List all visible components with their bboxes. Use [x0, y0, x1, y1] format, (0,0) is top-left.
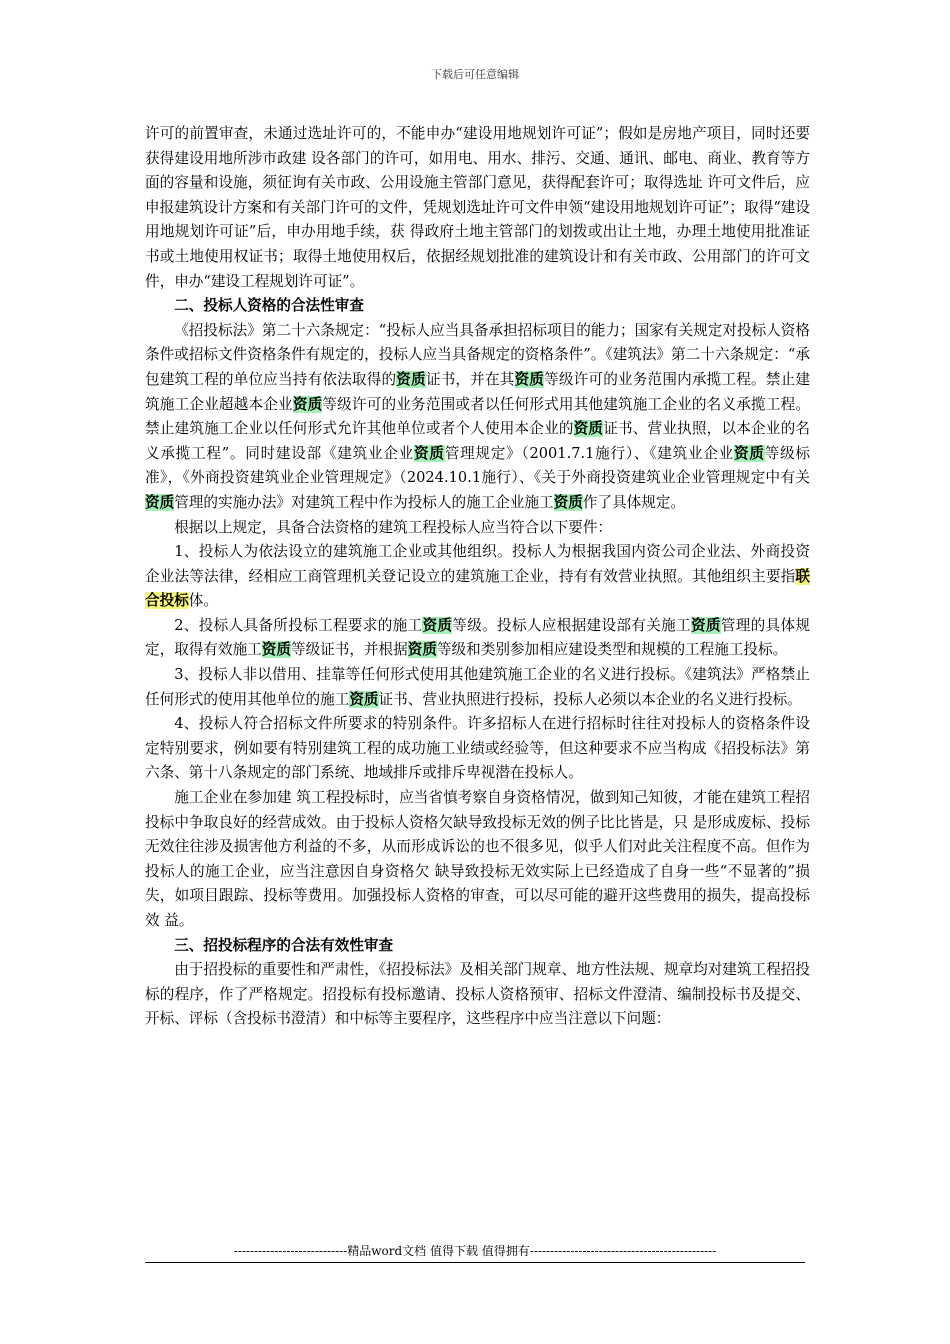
text-run: 证书，并在其 [425, 370, 515, 388]
highlighted-keyword: 资质 [292, 395, 323, 413]
highlighted-keyword: 资质 [407, 641, 437, 659]
page-header-note: 下载后可任意编辑 [431, 68, 519, 81]
text-run: 管理的具体规定，取得有效施工 [145, 616, 810, 659]
page-footer-note: ----------------------------精品word文档 值得下载 值得拥有---------------------------------------------- [233, 1244, 717, 1258]
paragraph: 由于招投标的重要性和严肃性，《招投标法》及相关部门规章、地方性法规、规章均对建筑工程招投标的程序，作了严格规定。招投标有投标邀请、投标人资格预审、招标文件澄清、编制投标书及提交、开标、评标（含投标书澄清）和中标等主要程序，这些程序中应当注意以下问题： [145, 961, 810, 1028]
text-run: 证书、营业执照，以本企业的名义承揽工程”。同时建设部《建筑业企业 [145, 420, 810, 462]
list-item [145, 614, 810, 663]
highlighted-keyword: 资质 [422, 616, 453, 634]
text-run: 等级标准》，《外商投资建筑业企业管理规定》（2024.10.1施行）、《关于外商投资建筑业企业管理规定中有关 [145, 444, 810, 487]
section-heading: 三、招投标程序的合法有效性审查 [174, 936, 394, 954]
text-run: 管理的实施办法》对建筑工程中作为投标人的施工企业施工 [174, 493, 554, 511]
text-run: 等级许可的业务范围内承揽工程。禁止建筑施工企业超越本企业 [145, 370, 810, 413]
text-run: 等级许可的业务范围或者以任何形式用其他建筑施工企业的名义承揽工程。禁止建筑施工企业以任何形式允许其他单位或者个人使用本企业的 [145, 395, 810, 438]
text-run: 1、投标人为依法设立的建筑施工企业或其他组织。投标人为根据我国内资公司企业法、外商投资企业法等法律，经相应工商管理机关登记设立的建筑施工企业，持有有效营业执照。其他组织主要指 [145, 543, 810, 585]
highlighted-keyword: 资质 [690, 616, 721, 634]
highlighted-keyword: 资质 [573, 420, 604, 438]
document-body [145, 122, 810, 1032]
list-item: 4、投标人符合招标文件所要求的特别条件。许多招标人在进行招标时往往对投标人的资格条件设定特别要求，例如要有特别建筑工程的成功施工业绩或经验等，但这种要求不应当构成《招投标法》第六条、第十八条规定的部门系统、地域排斥或排斥卑视潜在投标人。 [145, 715, 810, 782]
highlighted-keyword: 资质 [396, 370, 426, 388]
text-run: 3、投标人非以借用、挂靠等任何形式使用其他建筑施工企业的名义进行投标。《建筑法》严格禁止任何形式的使用其他单位的施工 [145, 666, 810, 708]
footer-divider [145, 1262, 805, 1263]
text-run: 2、投标人具备所投标工程要求的施工 [174, 616, 423, 634]
highlighted-keyword: 资质 [145, 493, 175, 511]
paragraph [145, 319, 810, 516]
highlighted-keyword: 资质 [553, 493, 583, 511]
text-run: 等级和类别参加相应建设类型和规模的工程施工投标。 [436, 641, 788, 659]
list-item [145, 540, 810, 614]
text-run: 等级。投标人应根据建设部有关施工 [452, 616, 691, 634]
paragraph: 许可的前置审查，未通过选址许可的，不能申办“建设用地规划许可证”；假如是房地产项目，同时还要获得建设用地所涉市政建 设各部门的许可，如用电、用水、排污、交通、通讯、邮电、商业、教育等方面的容量和设施，须征询有关市政、公用设施主管部门意见，获得配套许可；取得选址 许可文件后，应申报建筑设计方案和有关部门许可的文件，凭规划选址许可文件申领“建设用地规划许可证”；取得“建设用地规划许可证”后，申办用地手续，获 得政府土地主管部门的划拨或出让土地，办理土地使用批准证书或土地使用权证书；取得土地使用权后，依据经规划批准的建筑设计和有关市政、公用部门的许可文 件，申办“建设工程规划许可证”。 [145, 125, 810, 290]
highlighted-keyword: 资质 [514, 370, 545, 388]
highlighted-keyword: 资质 [734, 444, 765, 462]
text-run: 作了具体规定。 [582, 493, 686, 511]
list-item [145, 663, 810, 712]
text-run: 管理规定》（2001.7.1施行）、《建筑业企业 [444, 444, 734, 462]
text-run: 等级证书，并根据 [290, 641, 408, 659]
highlighted-keyword: 资质 [414, 444, 445, 462]
paragraph: 施工企业在参加建 筑工程投标时，应当省慎考察自身资格情况，做到知己知彼，才能在建筑工程招投标中争取良好的经营成效。由于投标人资格欠缺导致投标无效的例子比比皆是，只 是形成废标、投标无效往往涉及损害他方利益的不多，从而形成诉讼的也不很多见，似乎人们对此关注程度不高。但作为投标人的施工企业，应当注意因自身资格欠 缺导致投标无效实际上已经造成了自身一些“不显著的”损失，如项目跟踪、投标等费用。加强投标人资格的审查，可以尽可能的避开这些费用的损失，提高投标效 益。 [145, 789, 810, 929]
text-run: 体。 [188, 592, 218, 610]
paragraph: 根据以上规定，具备合法资格的建筑工程投标人应当符合以下要件： [174, 518, 613, 536]
highlighted-keyword: 资质 [349, 690, 379, 708]
highlighted-keyword: 联合投标 [145, 567, 810, 610]
section-heading: 二、投标人资格的合法性审查 [174, 297, 364, 315]
highlighted-keyword: 资质 [261, 641, 291, 659]
text-run: 证书、营业执照进行投标，投标人必须以本企业的名义进行投标。 [378, 690, 802, 708]
text-run: 《招投标法》第二十六条规定：“投标人应当具备承担招标项目的能力；国家有关规定对投标人资格条件或招标文件资格条件有规定的，投标人应当具备规定的资格条件”。《建筑法》第二十六条规定：“承包建筑工程的单位应当持有依法取得的 [145, 321, 810, 388]
